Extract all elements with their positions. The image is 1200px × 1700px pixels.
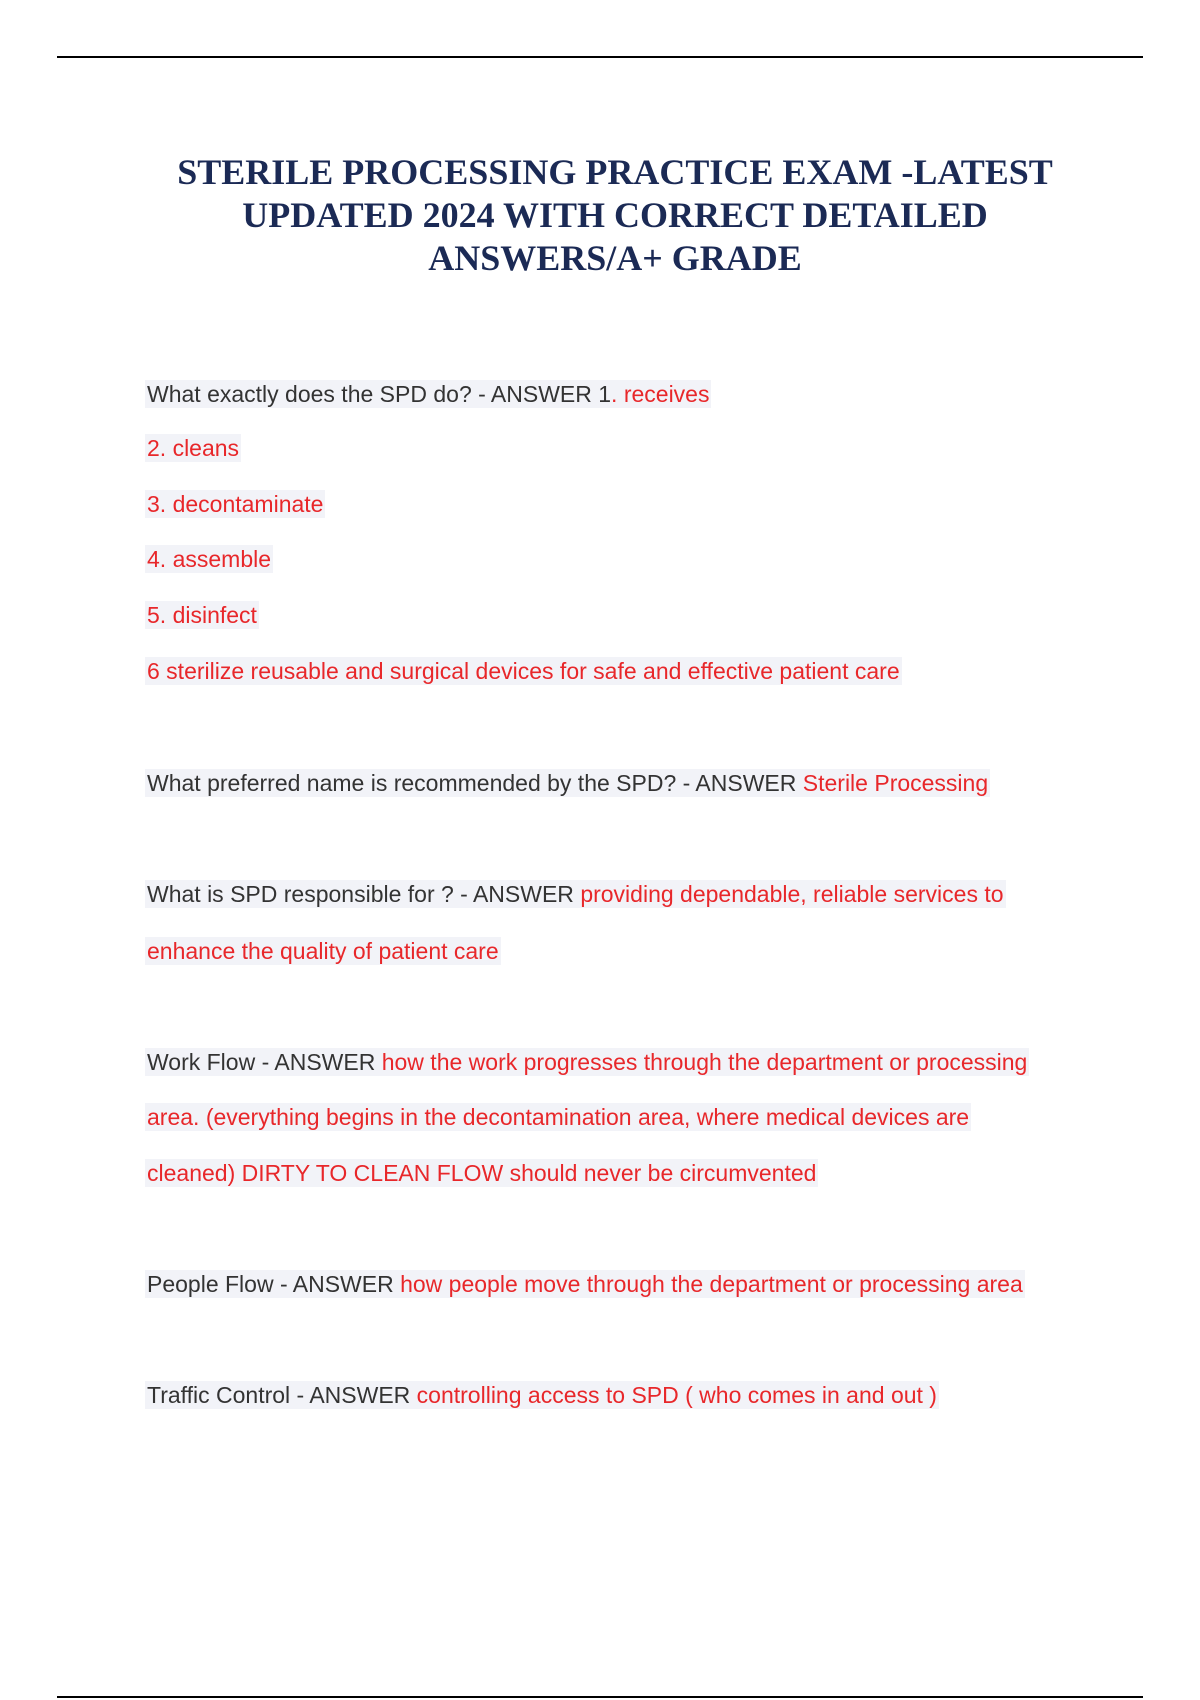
page-title bbox=[130, 151, 1100, 280]
answer-line: cleaned) DIRTY TO CLEAN FLOW should never be circumvented bbox=[147, 1160, 817, 1186]
answer-text: Sterile Processing bbox=[802, 770, 989, 796]
question-text: People Flow - ANSWER bbox=[147, 1271, 401, 1297]
question-text: What is SPD responsible for ? - ANSWER bbox=[147, 881, 581, 907]
answer-text: providing dependable, reliable services to bbox=[580, 881, 1004, 907]
qa-item-5-question-line bbox=[145, 1270, 1025, 1298]
qa-item-6-question-line bbox=[145, 1381, 939, 1409]
title-line: UPDATED 2024 WITH CORRECT DETAILED bbox=[242, 195, 988, 235]
answer-line: 3. decontaminate bbox=[147, 491, 324, 517]
answer-line: enhance the quality of patient care bbox=[147, 938, 499, 964]
qa-item-2-question-line bbox=[145, 769, 990, 797]
question-text: Work Flow - ANSWER bbox=[147, 1049, 382, 1075]
qa-item-1-question-line bbox=[145, 380, 711, 408]
title-line: ANSWERS/A+ GRADE bbox=[428, 238, 802, 278]
answer-text: controlling access to SPD ( who comes in and out ) bbox=[416, 1382, 937, 1408]
answer-line: 4. assemble bbox=[147, 546, 272, 572]
answer-text: how the work progresses through the department or processing bbox=[381, 1049, 1028, 1075]
answer-line: area. (everything begins in the decontamination area, where medical devices are bbox=[147, 1104, 970, 1130]
question-text: Traffic Control - ANSWER bbox=[147, 1382, 417, 1408]
top-rule bbox=[57, 56, 1143, 58]
answer-line: 5. disinfect bbox=[147, 602, 257, 628]
question-text: What exactly does the SPD do? - ANSWER 1 bbox=[147, 381, 612, 407]
answer-text: . receives bbox=[611, 381, 710, 407]
answer-line: 6 sterilize reusable and surgical devices for safe and effective patient care bbox=[147, 658, 900, 684]
qa-item-3-question-line bbox=[145, 880, 1006, 908]
question-text: What preferred name is recommended by the SPD? - ANSWER bbox=[147, 770, 803, 796]
answer-text: how people move through the department or processing area bbox=[400, 1271, 1023, 1297]
answer-line: 2. cleans bbox=[147, 435, 240, 461]
title-line: STERILE PROCESSING PRACTICE EXAM -LATEST bbox=[177, 152, 1053, 192]
qa-item-4-question-line bbox=[145, 1048, 1029, 1076]
bottom-rule bbox=[57, 1696, 1143, 1698]
